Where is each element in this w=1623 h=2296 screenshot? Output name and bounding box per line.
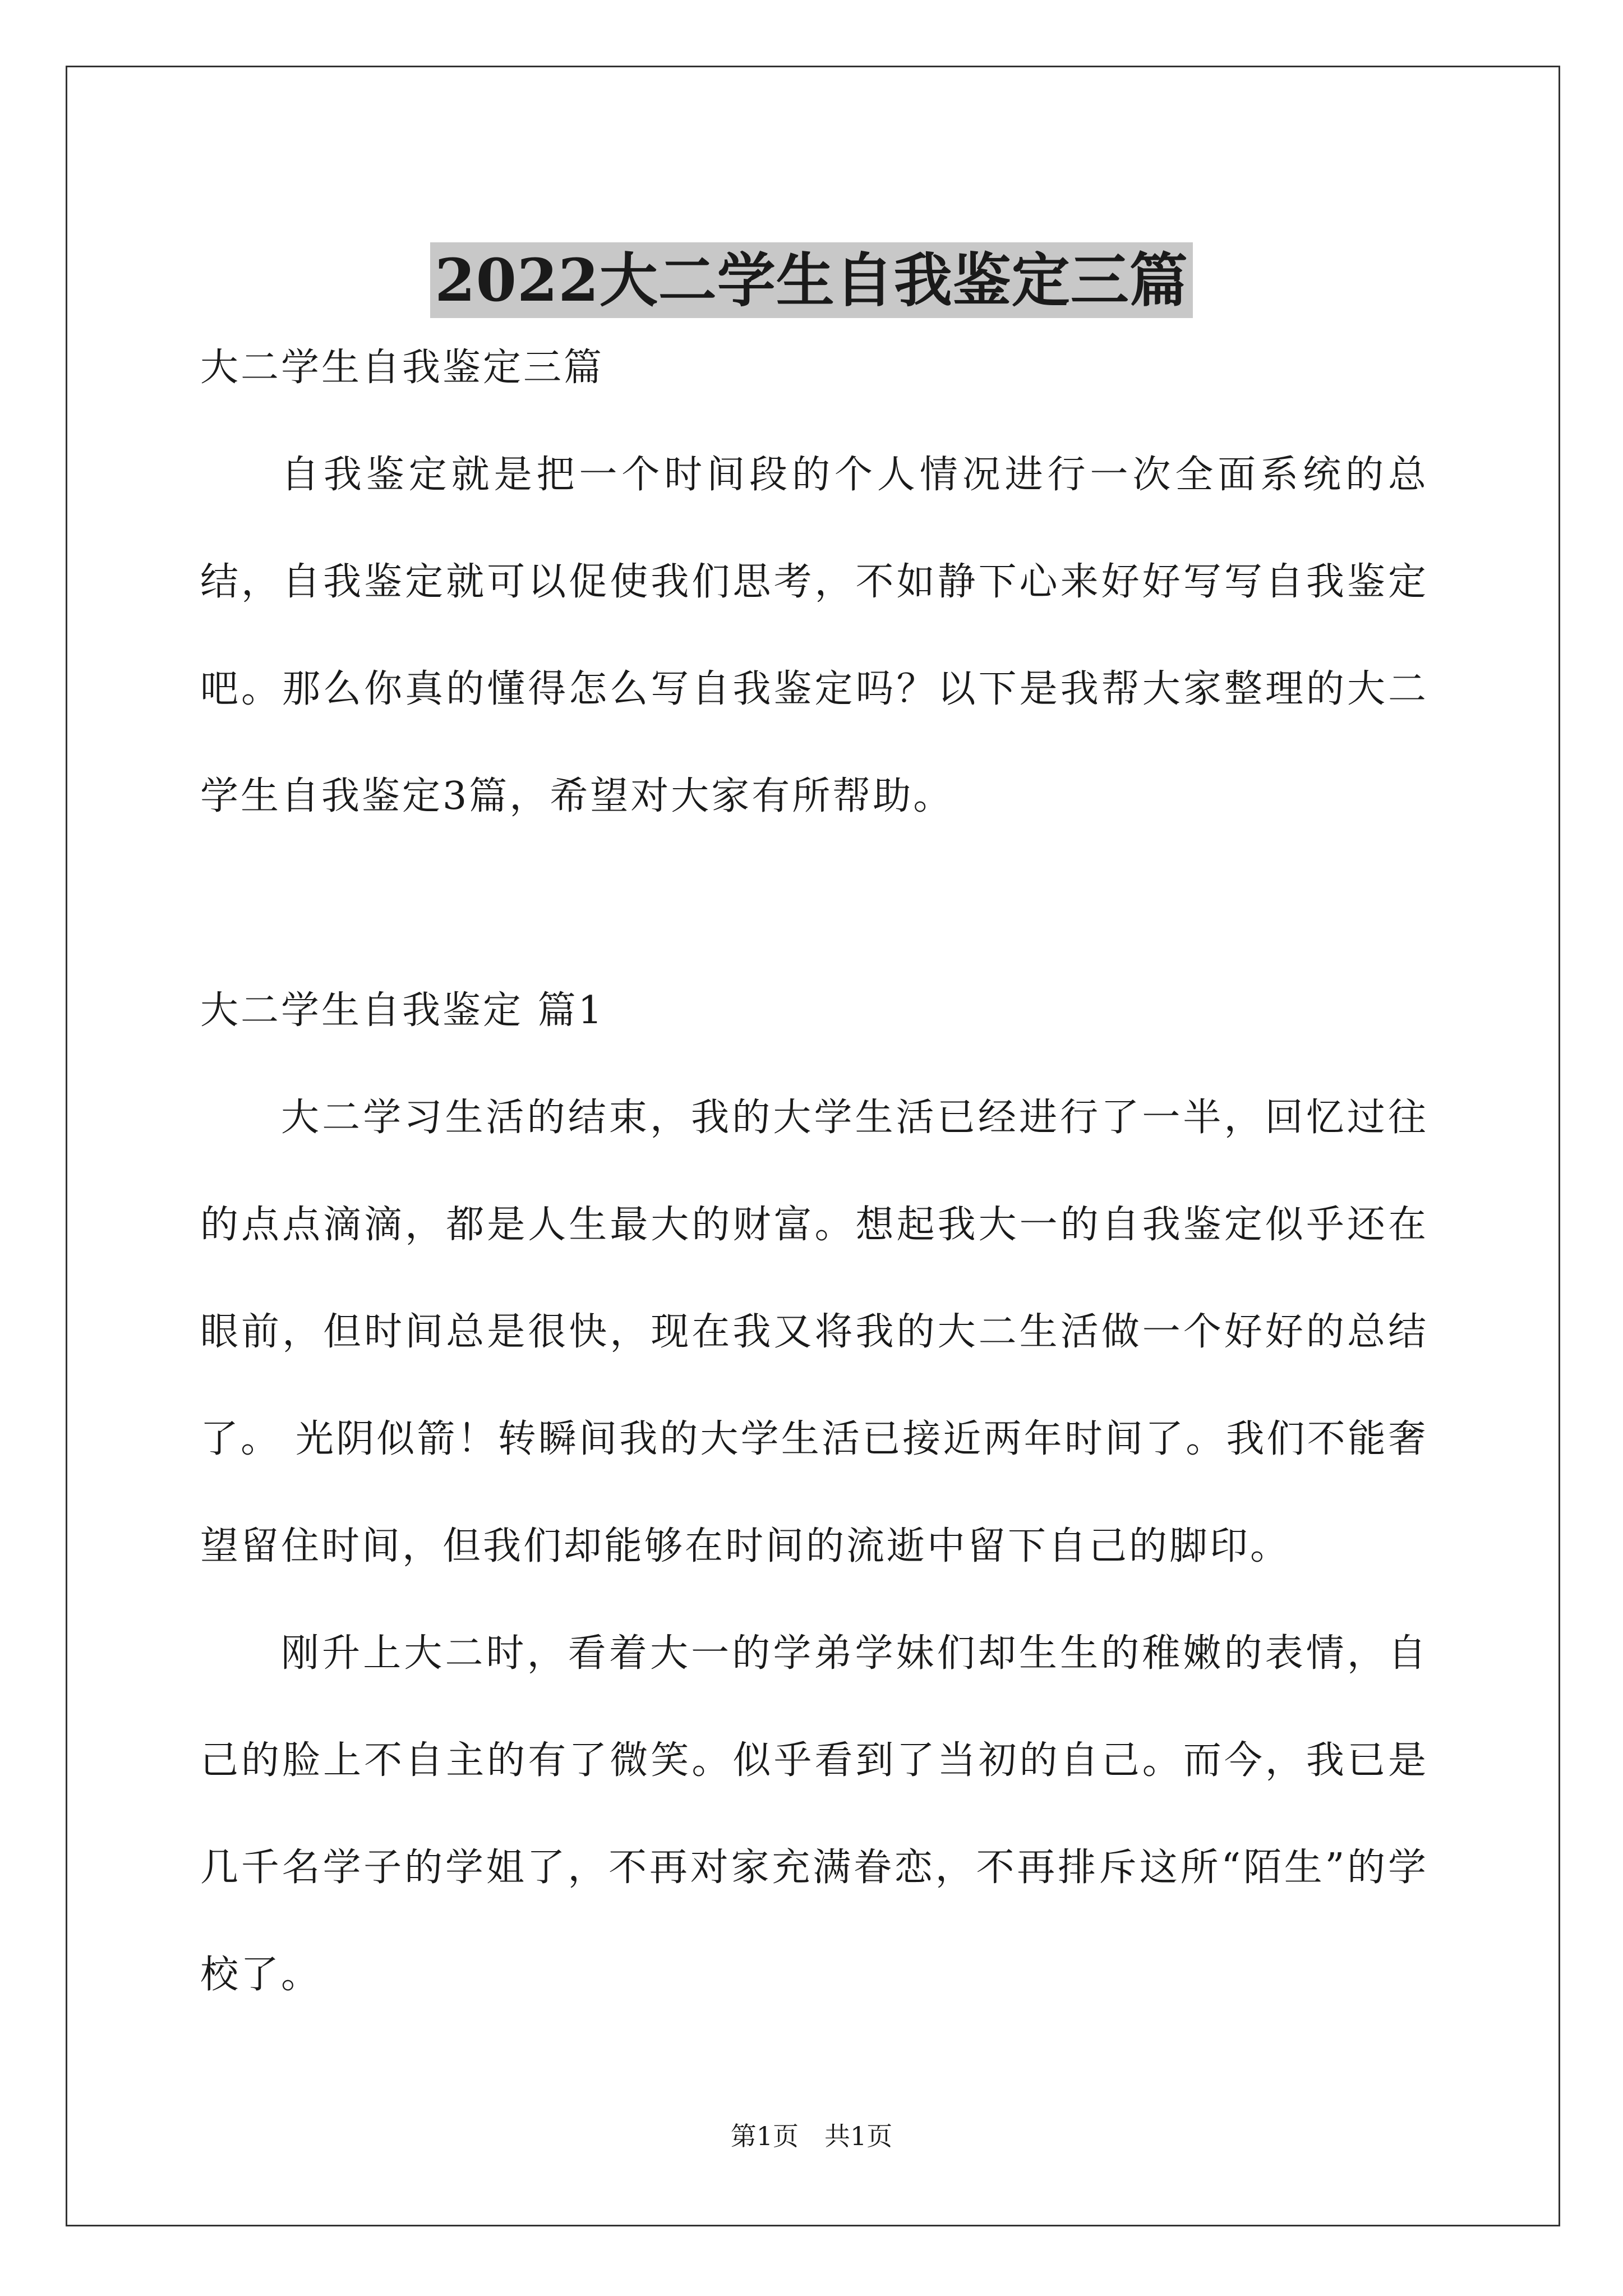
document-body bbox=[200, 314, 1428, 2028]
body-paragraph: 刚升上大二时，看着大一的学弟学妹们却生生的稚嫩的表情，自己的脸上不自主的有了微笑。似乎看到了当初的自己。而今，我已是几千名学子的学姐了，不再对家充满眷恋，不再排斥这所“陌生”的学校了。 bbox=[200, 1631, 1428, 1997]
page-footer bbox=[0, 2119, 1623, 2153]
page-number-total: 共1页 bbox=[824, 2121, 893, 2151]
body-paragraph: 大二学习生活的结束，我的大学生活已经进行了一半，回忆过往的点点滴滴，都是人生最大的财富。想起我大一的自我鉴定似乎还在眼前，但时间总是很快，现在我又将我的大二生活做一个好好的总结了。 光阴似箭！转瞬间我的大学生活已接近两年时间了。我们不能奢望留住时间，但我们却能够在时间的流逝中留下自己的脚印。 bbox=[200, 1096, 1428, 1568]
page-number-current: 第1页 bbox=[730, 2121, 799, 2151]
intro-paragraph: 自我鉴定就是把一个时间段的个人情况进行一次全面系统的总结，自我鉴定就可以促使我们思考，不如静下心来好好写写自我鉴定吧。那么你真的懂得怎么写自我鉴定吗？以下是我帮大家整理的大二学生自我鉴定3篇，希望对大家有所帮助。 bbox=[200, 453, 1428, 818]
document-title: 2022大二学生自我鉴定三篇 bbox=[430, 242, 1192, 318]
section-spacer bbox=[200, 850, 1428, 957]
document-subtitle: 大二学生自我鉴定三篇 bbox=[200, 346, 605, 390]
section-heading: 大二学生自我鉴定 篇1 bbox=[200, 988, 605, 1033]
